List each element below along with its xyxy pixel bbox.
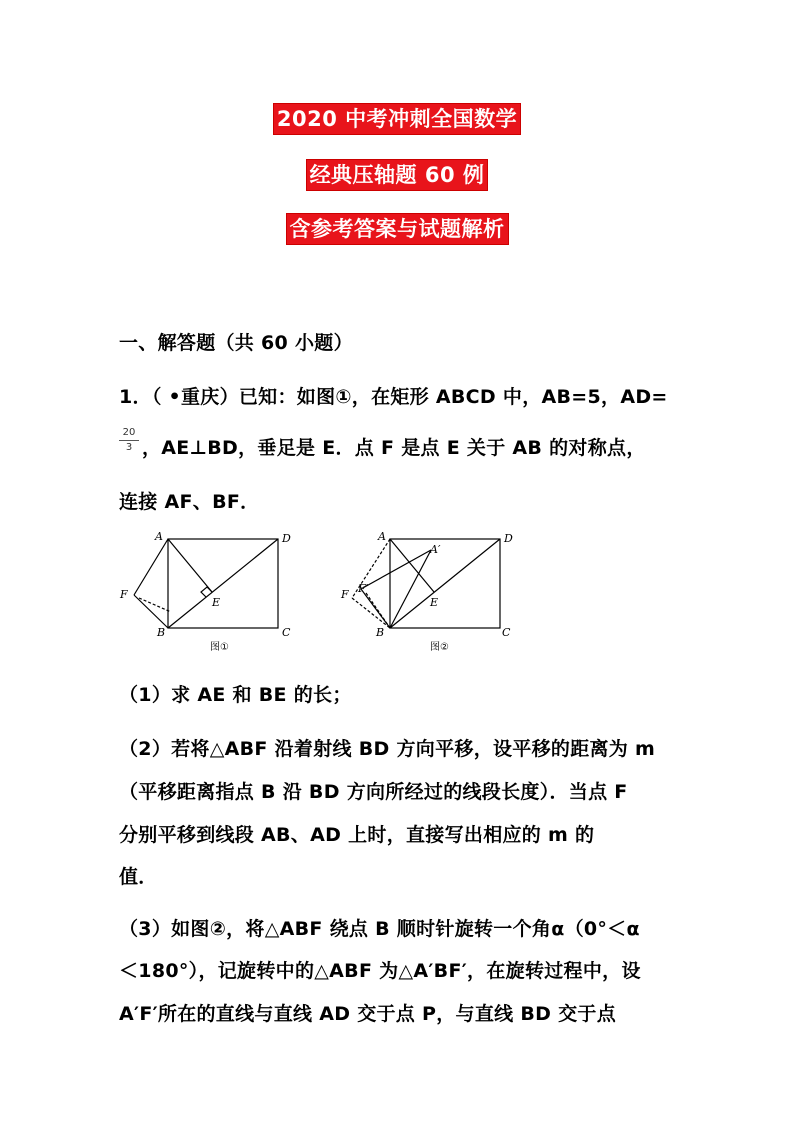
label-f-prime: F′: [358, 582, 369, 595]
label-f: F: [120, 588, 128, 601]
dashed-segment-3: [366, 593, 390, 628]
title-banner-2: 经典压轴题 60 例: [307, 160, 488, 190]
title-banner-3: 含参考答案与试题解析: [287, 214, 508, 244]
label-c: C: [282, 626, 291, 639]
label-d: D: [282, 532, 291, 545]
diagonal-bd: [390, 539, 500, 628]
label-f: F: [341, 588, 349, 601]
title-banner-1: 2020 中考冲刺全国数学: [274, 104, 520, 134]
fraction-20-over-3: [119, 427, 139, 454]
question-1: （1）求 AE 和 BE 的长；: [119, 684, 352, 706]
label-b: B: [157, 626, 166, 639]
title-line-2: [0, 160, 794, 190]
figure-1: [115, 528, 305, 656]
segment-bf: [134, 595, 168, 628]
segment-af: [134, 539, 168, 595]
fraction-denominator: 3: [125, 442, 133, 453]
problem-1-line-1: 1．（ •重庆）已知：如图①，在矩形 ABCD 中，AB=5，AD=: [119, 386, 668, 408]
title-line-3: [0, 214, 794, 244]
question-2-line-2: （平移距离指点 B 沿 BD 方向所经过的线段长度）．当点 F: [119, 781, 628, 803]
label-e: E: [212, 596, 221, 609]
question-3-line-2: ＜180°），记旋转中的△ABF 为△A′BF′，在旋转过程中，设: [119, 960, 641, 982]
title-line-1: [0, 104, 794, 134]
segment-ae: [168, 539, 212, 592]
diagonal-bd: [168, 539, 278, 628]
question-3-line-1: （3）如图②，将△ABF 绕点 B 顺时针旋转一个角α（0°＜α: [119, 918, 640, 940]
question-2-line-3: 分别平移到线段 AB、AD 上时，直接写出相应的 m 的: [119, 824, 595, 846]
question-2-line-4: 值．: [119, 866, 158, 888]
fraction-numerator: 20: [119, 427, 139, 441]
label-d: D: [504, 532, 513, 545]
figure-1-caption: 图①: [210, 642, 229, 653]
question-3-line-3: A′F′所在的直线与直线 AD 交于点 P，与直线 BD 交于点: [119, 1003, 617, 1025]
label-a-prime: A′: [430, 543, 441, 556]
problem-1-line-3: 连接 AF、BF．: [119, 491, 260, 513]
label-a: A: [155, 530, 163, 543]
figure-2: [338, 528, 528, 656]
right-angle-mark: [201, 587, 212, 597]
label-e: E: [430, 596, 439, 609]
segment-ae: [390, 539, 434, 592]
problem-1-line-2: ，AE⊥BD，垂足是 E．点 F 是点 E 关于 AB 的对称点，: [142, 437, 646, 459]
label-a: A: [378, 530, 386, 543]
figure-2-caption: 图②: [430, 642, 449, 653]
label-c: C: [502, 626, 511, 639]
label-b: B: [376, 626, 385, 639]
section-heading: 一、解答题（共 60 小题）: [119, 332, 353, 354]
question-2-line-1: （2）若将△ABF 沿着射线 BD 方向平移，设平移的距离为 m: [119, 738, 656, 760]
